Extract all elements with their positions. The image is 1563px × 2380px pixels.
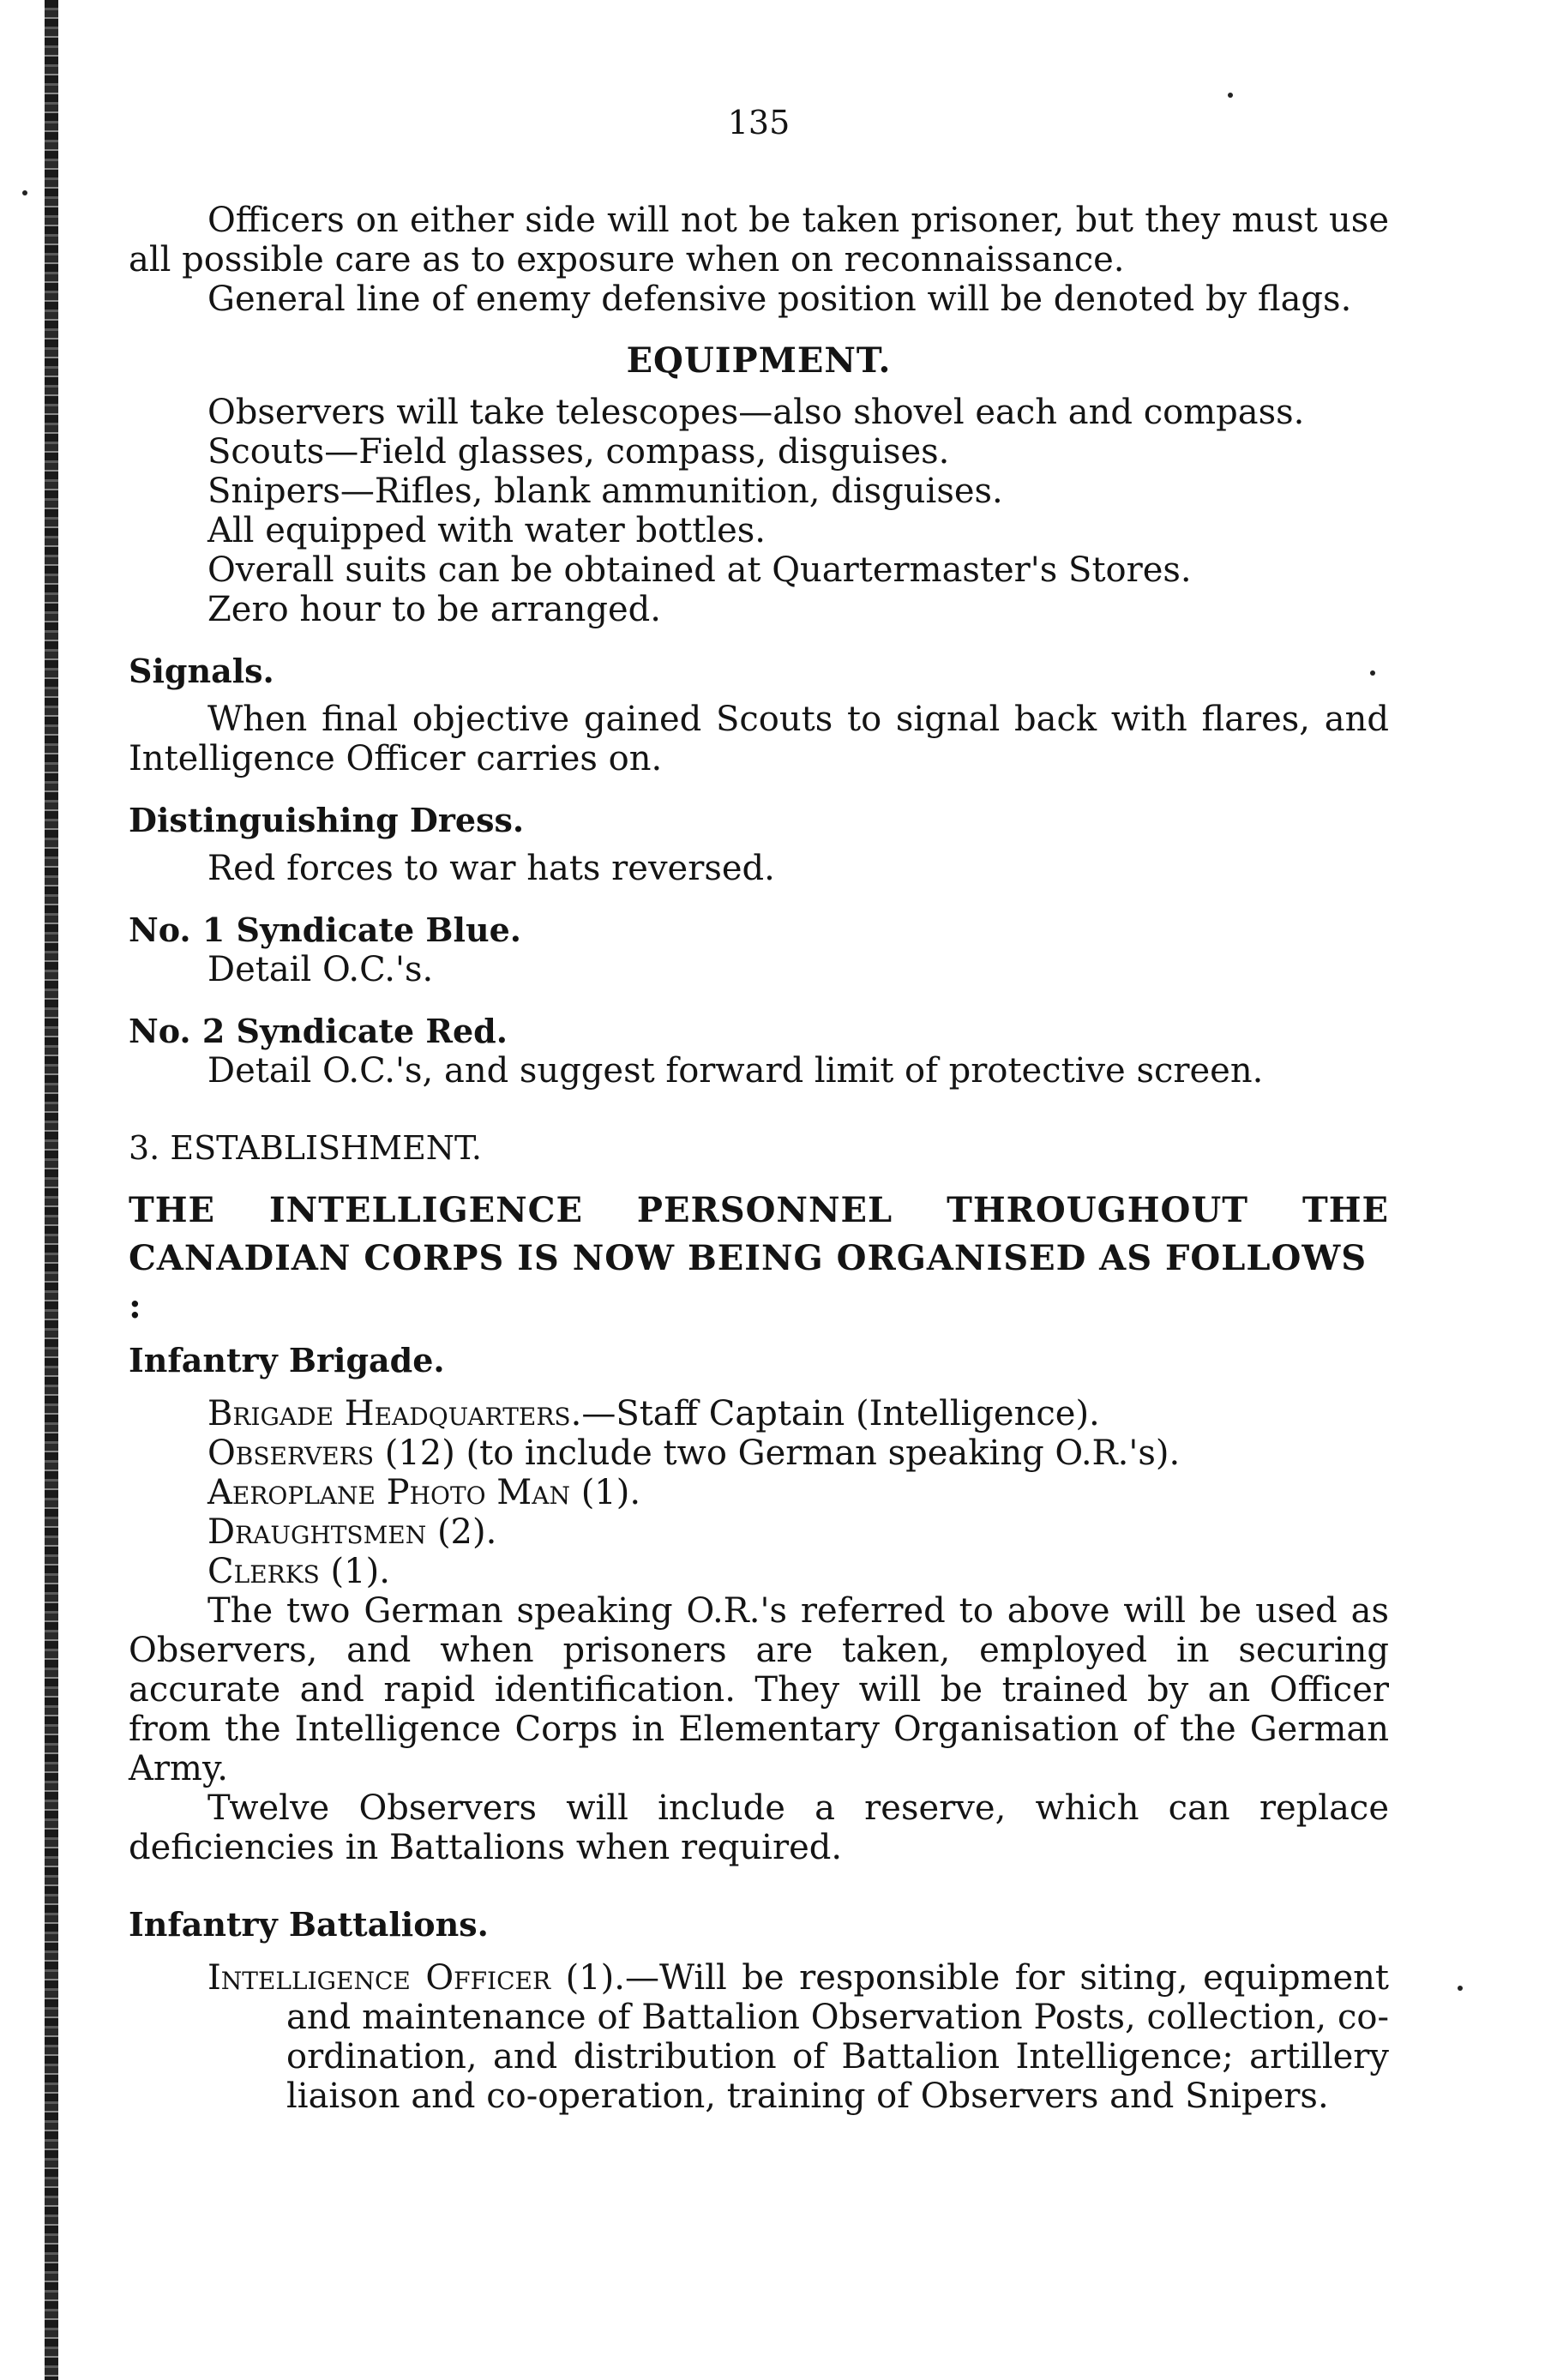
establishment-title-line: THE INTELLIGENCE PERSONNEL THROUGHOUT THE xyxy=(129,1190,1389,1230)
document-page xyxy=(129,103,1389,2332)
brigade-paragraph: The two German speaking O.R.'s referred to above will be used as Observers, and when prisoners are taken, employed in securing accurate and rapid identification. They will be trained by an Officer from the Intelligence Corps in Elementary Organisation of the German Army. xyxy=(129,1591,1389,1788)
signals-text: When final objective gained Scouts to signal back with flares, and Intelligence Officer carries on. xyxy=(129,700,1389,778)
scan-speck xyxy=(1228,93,1233,98)
infantry-battalions-heading: Infantry Battalions. xyxy=(129,1905,489,1944)
dress-text: Red forces to war hats reversed. xyxy=(207,849,775,888)
staff-role: Draughtsmen xyxy=(207,1512,427,1552)
staff-role: Observers xyxy=(207,1433,374,1473)
staff-role: Clerks xyxy=(207,1552,320,1591)
signals-heading: Signals. xyxy=(129,652,274,690)
brigade-staff-item xyxy=(207,1433,1389,1473)
brigade-staff-item xyxy=(207,1512,1389,1552)
establishment-heading: 3. ESTABLISHMENT. xyxy=(129,1129,482,1167)
officer-duties: (1).—Will be responsible for siting, equipment and maintenance of Battalion Observation Posts, collection, co-ordination, and distribution of Battalion Intelligence; artillery liaison and co-operation, training of Observers and Snipers. xyxy=(286,1958,1390,2116)
book-binding-edge xyxy=(45,0,58,2380)
equipment-line: Scouts—Field glasses, compass, disguises. xyxy=(207,432,950,472)
syndicate-1-text: Detail O.C.'s. xyxy=(207,950,434,989)
brigade-staff-item xyxy=(207,1473,1389,1512)
staff-role: Aeroplane Photo Man xyxy=(207,1473,570,1512)
dress-heading: Distinguishing Dress. xyxy=(129,801,525,839)
brigade-staff-list xyxy=(129,1394,1389,1591)
brigade-paragraph: Twelve Observers will include a reserve, which can replace deficiencies in Battalions when required. xyxy=(129,1788,1389,1867)
syndicate-2-text: Detail O.C.'s, and suggest forward limit of protective screen. xyxy=(207,1051,1264,1091)
staff-detail: (2). xyxy=(426,1512,497,1552)
equipment-heading: EQUIPMENT. xyxy=(626,340,892,381)
intro-paragraph: General line of enemy defensive position will be denoted by flags. xyxy=(207,279,1352,319)
staff-detail: —Staff Captain (Intelligence). xyxy=(581,1394,1100,1433)
staff-detail: (12) (to include two German speaking O.R.'s). xyxy=(374,1433,1181,1473)
staff-detail: (1). xyxy=(319,1552,390,1591)
battalion-officer-entry xyxy=(207,1958,1389,2116)
brigade-staff-item xyxy=(207,1552,1389,1591)
equipment-line: Observers will take telescopes—also shovel each and compass. xyxy=(207,393,1305,432)
equipment-line: Zero hour to be arranged. xyxy=(207,590,661,629)
establishment-title-line: CANADIAN CORPS IS NOW BEING ORGANISED AS FOLLOWS : xyxy=(129,1238,1368,1326)
syndicate-1-heading: No. 1 Syndicate Blue. xyxy=(129,911,522,949)
scan-speck xyxy=(22,190,27,195)
staff-role: Brigade Headquarters. xyxy=(207,1394,582,1433)
equipment-line: Snipers—Rifles, blank ammunition, disguises. xyxy=(207,472,1003,511)
equipment-line: All equipped with water bottles. xyxy=(207,511,766,550)
scan-speck xyxy=(1458,1986,1463,1991)
equipment-list xyxy=(129,393,1389,629)
infantry-brigade-heading: Infantry Brigade. xyxy=(129,1341,445,1379)
equipment-line: Overall suits can be obtained at Quartermaster's Stores. xyxy=(207,550,1192,590)
page-number: 135 xyxy=(727,104,791,141)
intro-paragraph: Officers on either side will not be taken prisoner, but they must use all possible care as to exposure when on reconnaissance. xyxy=(129,201,1389,279)
staff-detail: (1). xyxy=(569,1473,641,1512)
officer-role: Intelligence Officer xyxy=(207,1958,551,1998)
syndicate-2-heading: No. 2 Syndicate Red. xyxy=(129,1012,508,1050)
brigade-staff-item xyxy=(207,1394,1389,1433)
